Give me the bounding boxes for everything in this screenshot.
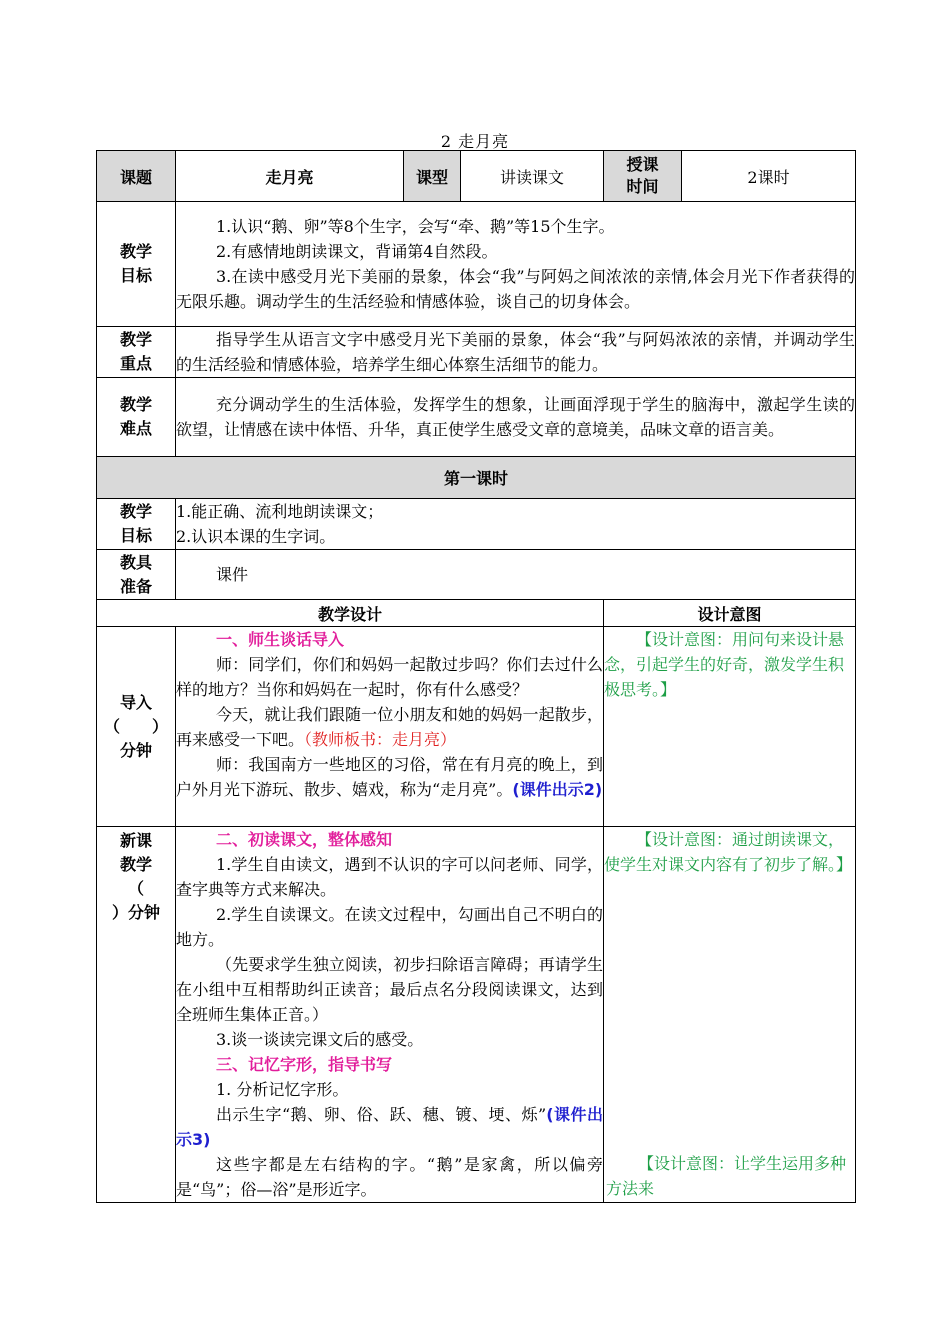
intent-header: 设计意图: [604, 600, 856, 627]
intro-content: [176, 627, 604, 827]
intro-intent: 【设计意图：用问句来设计悬念，引起学生的好奇，激发学生积极思考。】: [604, 627, 856, 827]
intro-label-line3: 分钟: [119, 740, 152, 760]
section2-paragraph: 3.谈一谈读完课文后的感受。: [216, 1030, 424, 1049]
goals-row: [97, 202, 856, 327]
difficulties-label-line1: 教学: [119, 395, 152, 414]
difficulties-label: [97, 378, 176, 457]
design-header: 教学设计: [97, 600, 604, 627]
lesson-plan-table: [96, 150, 856, 1203]
topic-label: 课题: [97, 151, 176, 202]
newlesson-label-line4: ）分钟: [111, 903, 160, 922]
goal-item: 1.认识“鹅、卵”等8个生字，会写“牵、鹅”等15个生字。: [216, 217, 615, 236]
section3-paragraph-text: 出示生字“鹅、卵、俗、跃、穗、镀、埂、烁”: [216, 1105, 547, 1124]
lesson1-goals-content: [176, 499, 856, 550]
lesson1-goal-item: 1.能正确、流利地朗读课文；: [176, 502, 384, 521]
tools-text: 课件: [216, 565, 249, 584]
intro-paragraph: [176, 752, 603, 802]
tools-label-line1: 教具: [119, 552, 152, 572]
type-value: 讲读课文: [461, 151, 604, 202]
newlesson-intent-1: 【设计意图：通过朗读课文，使学生对课文内容有了初步了解。】: [604, 830, 853, 874]
goals-label-line2: 目标: [119, 266, 152, 285]
tools-row: [97, 550, 856, 600]
section2-paragraph: （先要求学生独立阅读，初步扫除语言障碍；再请学生在小组中互相帮助纠正读音；最后点名分段阅读课文，达到全班师生集体正音。）: [176, 955, 603, 1024]
difficulties-row: [97, 378, 856, 457]
key-points-label: [97, 327, 176, 378]
newlesson-label-line1: 新课: [119, 831, 152, 850]
board-writing-note: （教师板书：走月亮）: [304, 730, 457, 749]
newlesson-intent: [604, 827, 856, 1203]
courseware-note: (课件出示2): [512, 780, 603, 799]
goal-item: 2.有感情地朗读课文，背诵第4自然段。: [216, 242, 498, 261]
newlesson-label: [97, 827, 176, 1203]
section3-paragraph: [176, 1102, 603, 1152]
intro-paragraph: [176, 702, 603, 752]
type-label: 课型: [404, 151, 461, 202]
newlesson-content: [176, 827, 604, 1203]
lesson1-goals-label-line1: 教学: [119, 502, 152, 521]
key-points-label-line2: 重点: [119, 354, 152, 373]
difficulties-text: 充分调动学生的生活体验，发挥学生的想象，让画面浮现于学生的脑海中，激起学生读的欲望，让情感在读中体悟、升华，真正使学生感受文章的意境美，品味文章的语言美。: [176, 395, 855, 439]
goals-label-line1: 教学: [119, 242, 152, 261]
section3-paragraph: 这些字都是左右结构的字。“鹅”是家禽，所以偏旁是“鸟”；俗—浴”是形近字。: [176, 1155, 603, 1199]
lesson1-heading: 第一课时: [97, 457, 856, 499]
time-label-line1: 授课: [626, 155, 659, 174]
intro-paragraph-text: 师：我国南方一些地区的习俗，常在有月亮的晚上，到户外月光下游玩、散步、嬉戏，称为“走月亮”。: [176, 755, 603, 799]
tools-label-line2: 准备: [119, 576, 152, 596]
key-points-text: 指导学生从语言文字中感受月光下美丽的景象，体会“我”与阿妈浓浓的亲情，并调动学生的生活经验和情感体验，培养学生细心体察生活细节的能力。: [176, 330, 855, 374]
intro-row: [97, 627, 856, 827]
newlesson-label-line3: （: [127, 879, 144, 898]
section2-paragraph: 1.学生自由读文，遇到不认识的字可以问老师、同学，查字典等方式来解决。: [176, 855, 603, 899]
time-label: [604, 151, 682, 202]
topic-value: 走月亮: [176, 151, 404, 202]
newlesson-row: [97, 827, 856, 1203]
lesson1-goals-label-line2: 目标: [119, 526, 152, 545]
lesson1-goals-label: [97, 499, 176, 550]
difficulties-content: [176, 378, 856, 457]
goals-content: [176, 202, 856, 327]
tools-content: [176, 550, 856, 600]
section3-paragraph: 1. 分析记忆字形。: [216, 1080, 349, 1099]
newlesson-intent-2: 【设计意图：让学生运用多种方法来: [606, 1154, 847, 1198]
key-points-content: [176, 327, 856, 378]
lesson1-goal-item: 2.认识本课的生字词。: [176, 527, 336, 546]
section2-paragraph: 2.学生自读课文。在读文过程中，勾画出自己不明白的地方。: [176, 905, 603, 949]
design-header-row: [97, 600, 856, 627]
time-value: 2课时: [682, 151, 856, 202]
difficulties-label-line2: 难点: [119, 419, 152, 438]
lesson1-goals-row: [97, 499, 856, 550]
section3-title: 三、记忆字形，指导书写: [216, 1055, 393, 1074]
goal-item: 3.在读中感受月光下美丽的景象，体会“我”与阿妈之间浓浓的亲情,体会月光下作者获得的无限乐趣。调动学生的生活经验和情感体验，谈自己的切身体会。: [176, 267, 855, 311]
header-row: [97, 151, 856, 202]
intro-paragraph-text: 今天，就让我们跟随一位小朋友和她的妈妈一起散步，再来感受一下吧。: [176, 705, 603, 749]
intro-section-title: 一、师生谈话导入: [216, 630, 345, 649]
goals-label: [97, 202, 176, 327]
document-title: 2 走月亮: [440, 132, 510, 151]
lesson1-heading-row: [97, 457, 856, 499]
time-label-line2: 时间: [626, 177, 659, 196]
intro-label: [97, 627, 176, 827]
intro-label-line2: （ ）: [103, 716, 168, 736]
section2-title: 二、初读课文，整体感知: [216, 830, 393, 849]
intro-paragraph: 师：同学们，你们和妈妈一起散过步吗？你们去过什么样的地方？当你和妈妈在一起时，你有什么感受？: [176, 655, 603, 699]
tools-label: [97, 550, 176, 600]
intro-label-line1: 导入: [119, 692, 152, 712]
key-points-row: [97, 327, 856, 378]
newlesson-label-line2: 教学: [119, 855, 152, 874]
key-points-label-line1: 教学: [119, 330, 152, 349]
courseware-note: (课件出示3): [176, 1105, 603, 1149]
